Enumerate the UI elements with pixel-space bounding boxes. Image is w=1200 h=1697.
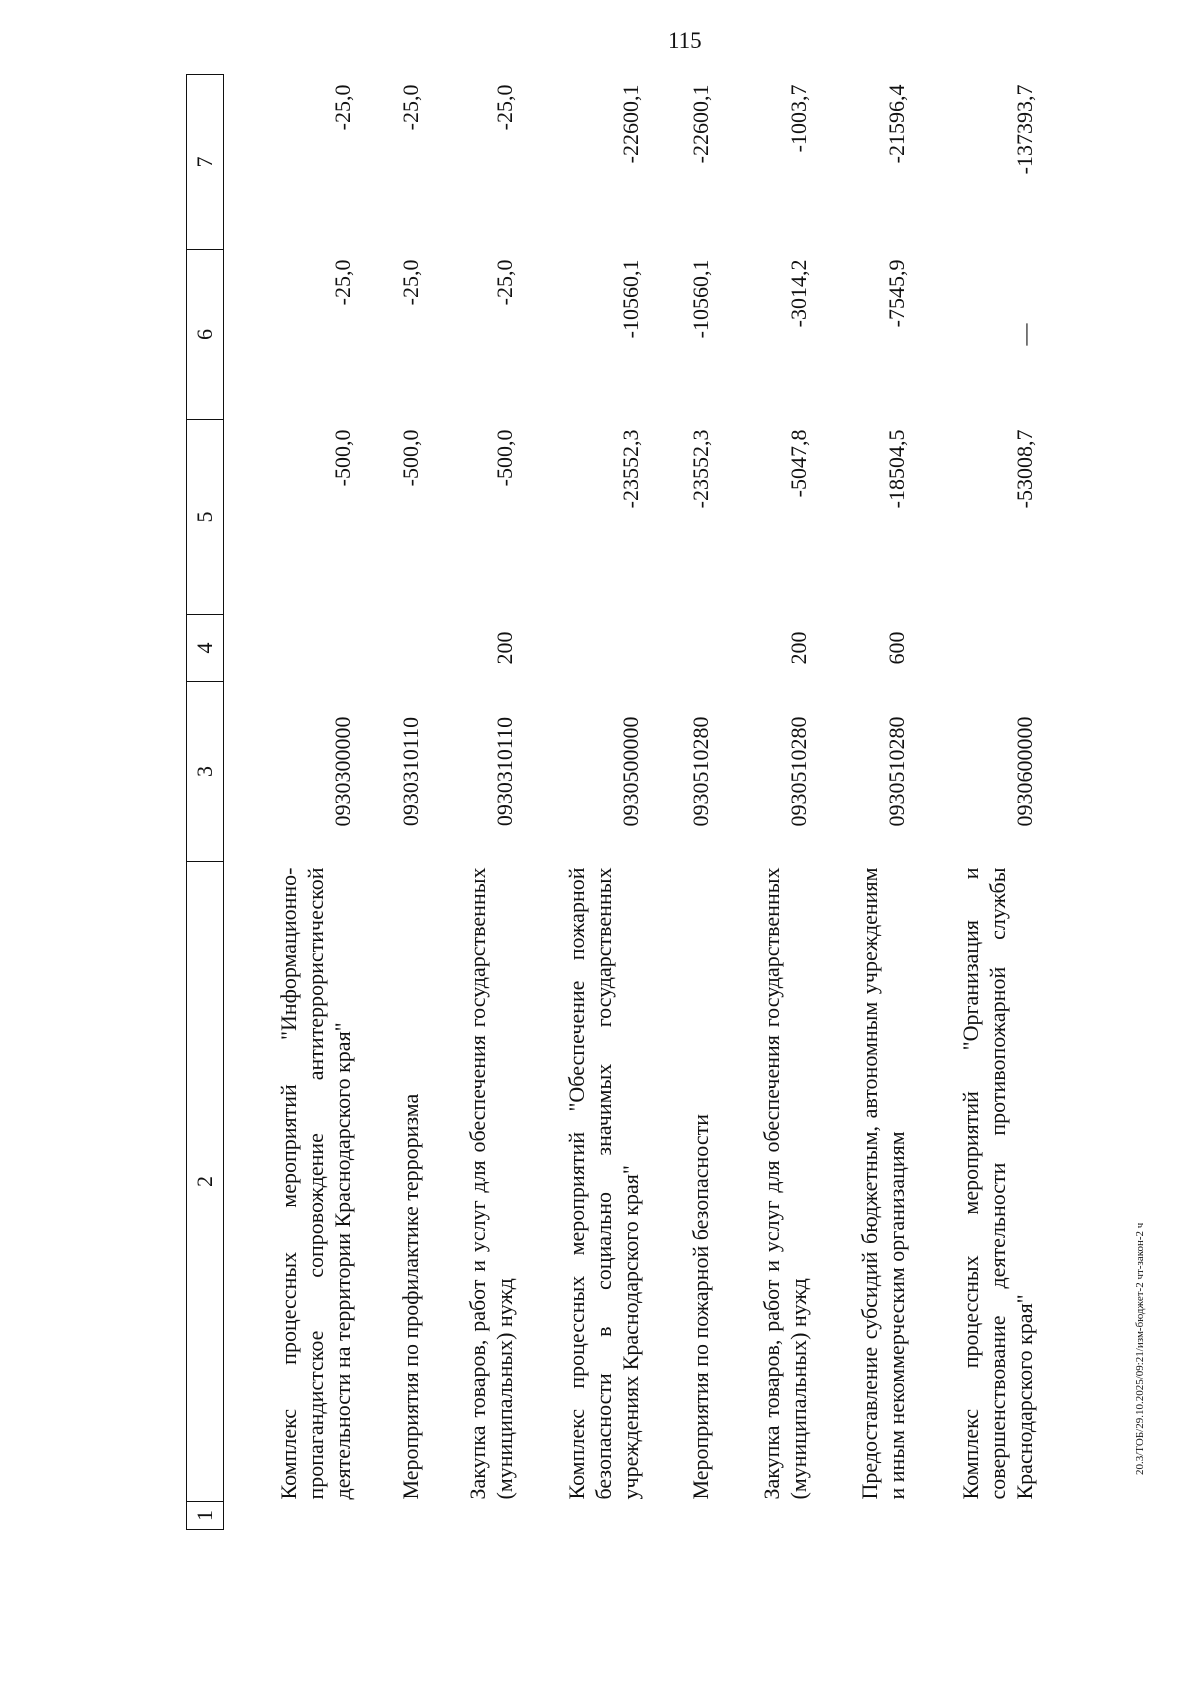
rotated-table-frame bbox=[186, 75, 1038, 1530]
table-row bbox=[424, 75, 518, 1530]
row-target-code: 0930310110 bbox=[492, 716, 517, 827]
row-value-col7: -21596,4 bbox=[884, 84, 909, 164]
row-index-cell bbox=[424, 1502, 518, 1530]
row-value-col6: -3014,2 bbox=[786, 259, 811, 328]
table-row bbox=[812, 75, 910, 1530]
row-description: Комплекс процессных мероприятий "Информационно-пропагандистское сопровождение антитеррористической деятельности на территории Краснодарского края" bbox=[276, 867, 355, 1500]
row-description: Закупка товаров, работ и услуг для обеспечения государственных (муниципальных) нужд bbox=[759, 867, 811, 1500]
row-target-code: 0930300000 bbox=[330, 716, 355, 827]
row-value-col5: -23552,3 bbox=[688, 429, 713, 509]
row-value-col6: — bbox=[1012, 323, 1037, 346]
row-value-col7: -22600,1 bbox=[618, 84, 643, 164]
row-index-cell bbox=[910, 1502, 1038, 1530]
row-value-col6: -25,0 bbox=[492, 259, 517, 306]
row-expense-type: 600 bbox=[884, 631, 909, 665]
rotated-table-container bbox=[186, 84, 1037, 1550]
row-value-col5: -53008,7 bbox=[1012, 429, 1037, 509]
column-header: 5 bbox=[187, 420, 224, 615]
table-row bbox=[910, 75, 1038, 1530]
row-value-col6: -10560,1 bbox=[618, 259, 643, 339]
row-description: Закупка товаров, работ и услуг для обеспечения государственных (муниципальных) нужд bbox=[465, 867, 517, 1500]
row-value-col6: -10560,1 bbox=[688, 259, 713, 339]
row-value-col6: -25,0 bbox=[330, 259, 355, 306]
table-header-row bbox=[187, 75, 224, 1530]
column-header: 7 bbox=[187, 75, 224, 250]
row-index-cell bbox=[812, 1502, 910, 1530]
row-target-code: 0930600000 bbox=[1012, 716, 1037, 827]
column-header: 6 bbox=[187, 250, 224, 420]
table-row bbox=[224, 75, 357, 1530]
row-target-code: 0930500000 bbox=[618, 716, 643, 827]
row-target-code: 0930310110 bbox=[398, 716, 423, 827]
row-value-col7: -137393,7 bbox=[1012, 84, 1037, 175]
row-expense-type bbox=[518, 615, 644, 682]
row-target-code: 0930510280 bbox=[884, 716, 909, 827]
row-value-col7: -25,0 bbox=[330, 84, 355, 131]
table-row bbox=[356, 75, 424, 1530]
row-expense-type bbox=[910, 615, 1038, 682]
row-value-col7: -1003,7 bbox=[786, 84, 811, 153]
row-value-col5: -23552,3 bbox=[618, 429, 643, 509]
row-value-col5: -18504,5 bbox=[884, 429, 909, 509]
column-header: 2 bbox=[187, 862, 224, 1502]
row-value-col7: -25,0 bbox=[492, 84, 517, 131]
row-index-cell bbox=[644, 1502, 714, 1530]
row-value-col5: -500,0 bbox=[330, 429, 355, 487]
row-value-col6: -7545,9 bbox=[884, 259, 909, 328]
row-value-col5: -500,0 bbox=[398, 429, 423, 487]
column-header: 1 bbox=[187, 1502, 224, 1530]
row-expense-type: 200 bbox=[492, 631, 517, 665]
row-index-cell bbox=[356, 1502, 424, 1530]
row-description: Комплекс процессных мероприятий "Обеспечение пожарной безопасности в социально значимых государственных учреждениях Краснодарского края" bbox=[564, 867, 643, 1500]
document-footer bbox=[1134, 1222, 1154, 1495]
table-row bbox=[518, 75, 644, 1530]
row-index-cell bbox=[714, 1502, 812, 1530]
row-value-col5: -500,0 bbox=[492, 429, 517, 487]
column-header: 3 bbox=[187, 682, 224, 862]
row-description: Предоставление субсидий бюджетным, автономным учреждениям и иным некоммерческим организациям bbox=[857, 867, 909, 1500]
row-expense-type bbox=[224, 615, 357, 682]
row-value-col6: -25,0 bbox=[398, 259, 423, 306]
table-row bbox=[644, 75, 714, 1530]
footer-text: 20.3/ТОБ/29.10.2025/09:21/изм-бюджет-2 чт-закон-2 ч bbox=[1134, 1222, 1146, 1475]
row-target-code: 0930510280 bbox=[688, 716, 713, 827]
column-header: 4 bbox=[187, 615, 224, 682]
row-value-col5: -5047,8 bbox=[786, 429, 811, 498]
row-index-cell bbox=[518, 1502, 644, 1530]
row-expense-type bbox=[356, 615, 424, 682]
page-number: 115 bbox=[668, 28, 702, 53]
row-description: Комплекс процессных мероприятий "Организация и совершенствование деятельности противопожарной службы Краснодарского края" bbox=[958, 867, 1037, 1500]
row-description: Мероприятия по профилактике терроризма bbox=[398, 1093, 423, 1500]
row-value-col7: -25,0 bbox=[398, 84, 423, 131]
row-description: Мероприятия по пожарной безопасности bbox=[688, 1114, 713, 1500]
row-value-col7: -22600,1 bbox=[688, 84, 713, 164]
row-index-cell bbox=[224, 1502, 357, 1530]
row-expense-type bbox=[644, 615, 714, 682]
row-expense-type: 200 bbox=[786, 631, 811, 665]
budget-table bbox=[186, 74, 1038, 1530]
row-target-code: 0930510280 bbox=[786, 716, 811, 827]
table-row bbox=[714, 75, 812, 1530]
